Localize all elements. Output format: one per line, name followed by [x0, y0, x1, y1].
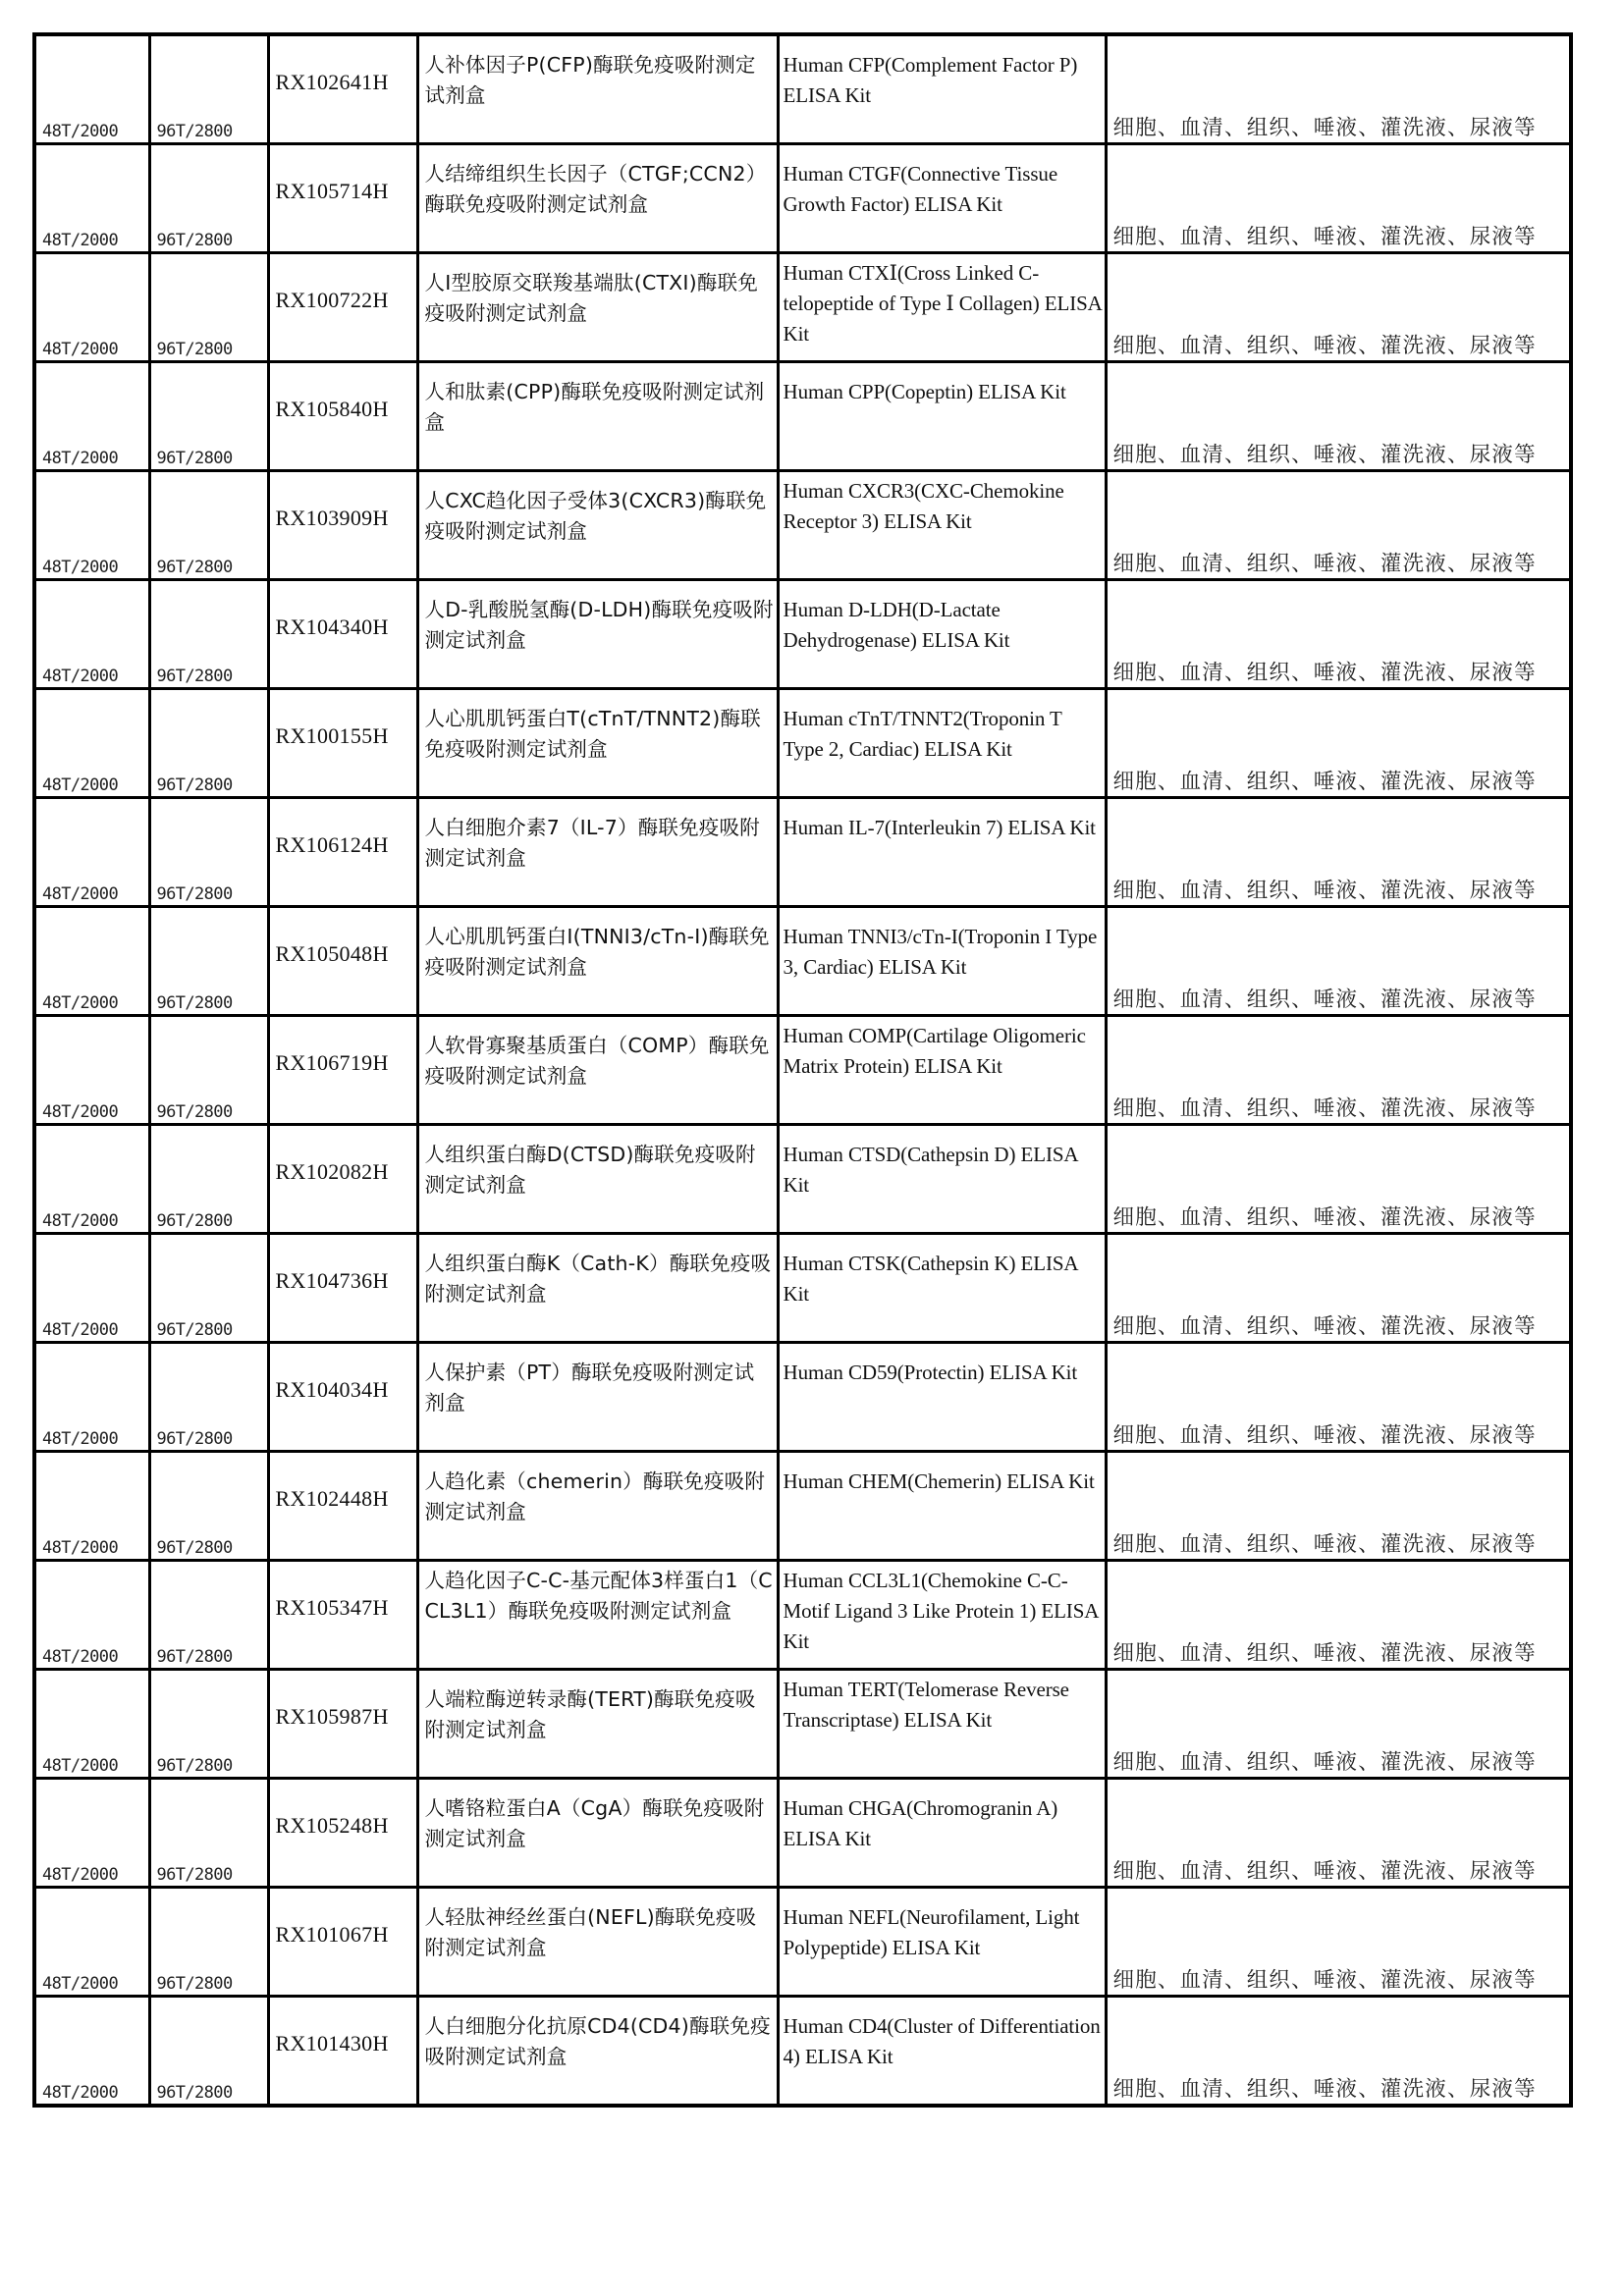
table-row	[34, 1997, 1571, 2107]
product-name-english: Human CHEM(Chemerin) ELISA Kit	[783, 1469, 1095, 1493]
english-name-cell	[778, 1561, 1106, 1670]
table-row	[34, 1125, 1571, 1234]
sample-types: 细胞、血清、组织、唾液、灌洗液、尿液等	[1112, 1968, 1537, 1993]
price-96t-cell	[149, 798, 268, 907]
sample-types: 细胞、血清、组织、唾液、灌洗液、尿液等	[1112, 334, 1537, 358]
product-table	[32, 32, 1573, 2108]
price-48t: 48T/2000	[42, 1211, 119, 1231]
catalog-number: RX101430H	[275, 2031, 389, 2056]
price-48t-cell	[34, 1561, 149, 1670]
price-96t: 96T/2800	[156, 340, 233, 359]
price-96t: 96T/2800	[156, 993, 233, 1013]
price-96t: 96T/2800	[156, 231, 233, 250]
catalog-number: RX101067H	[275, 1922, 389, 1947]
price-96t: 96T/2800	[156, 775, 233, 795]
sample-types: 细胞、血清、组织、唾液、灌洗液、尿液等	[1112, 443, 1537, 467]
catalog-number: RX102448H	[275, 1486, 389, 1511]
price-96t: 96T/2800	[156, 1320, 233, 1340]
product-name-chinese: 人补体因子P(CFP)酶联免疫吸附测定试剂盒	[424, 53, 756, 107]
english-name-cell	[778, 34, 1106, 144]
product-name-english: Human CTSD(Cathepsin D) ELISA Kit	[783, 1143, 1078, 1197]
sample-types-cell	[1106, 1561, 1571, 1670]
sample-types-cell	[1106, 1016, 1571, 1125]
chinese-name-cell	[417, 1452, 778, 1561]
table-row	[34, 907, 1571, 1016]
price-96t: 96T/2800	[156, 449, 233, 468]
catalog-number: RX100722H	[275, 288, 389, 312]
english-name-cell	[778, 1234, 1106, 1343]
product-name-english: Human CFP(Complement Factor P) ELISA Kit	[783, 53, 1078, 107]
price-48t: 48T/2000	[42, 2083, 119, 2103]
price-48t-cell	[34, 689, 149, 798]
sample-types: 细胞、血清、组织、唾液、灌洗液、尿液等	[1112, 661, 1537, 685]
chinese-name-cell	[417, 1125, 778, 1234]
catalog-number-cell	[268, 1670, 417, 1779]
chinese-name-cell	[417, 798, 778, 907]
catalog-number-cell	[268, 1997, 417, 2107]
catalog-number: RX105714H	[275, 179, 389, 203]
product-name-chinese: 人组织蛋白酶K（Cath-K）酶联免疫吸附测定试剂盒	[424, 1252, 772, 1306]
table-row	[34, 1670, 1571, 1779]
price-48t-cell	[34, 1016, 149, 1125]
price-48t-cell	[34, 907, 149, 1016]
price-48t: 48T/2000	[42, 340, 119, 359]
price-96t: 96T/2800	[156, 1756, 233, 1776]
sample-types: 细胞、血清、组织、唾液、灌洗液、尿液等	[1112, 552, 1537, 576]
catalog-number: RX104034H	[275, 1377, 389, 1402]
sample-types: 细胞、血清、组织、唾液、灌洗液、尿液等	[1112, 1096, 1537, 1121]
price-48t: 48T/2000	[42, 122, 119, 141]
catalog-number: RX103909H	[275, 506, 389, 530]
sample-types-cell	[1106, 1125, 1571, 1234]
price-96t: 96T/2800	[156, 1211, 233, 1231]
price-96t-cell	[149, 1779, 268, 1888]
price-48t: 48T/2000	[42, 1647, 119, 1667]
price-96t-cell	[149, 1670, 268, 1779]
product-name-english: Human CXCR3(CXC-Chemokine Receptor 3) ELISA Kit	[783, 479, 1064, 533]
price-48t-cell	[34, 1452, 149, 1561]
price-96t-cell	[149, 1561, 268, 1670]
price-48t-cell	[34, 1670, 149, 1779]
catalog-number: RX104736H	[275, 1268, 389, 1293]
catalog-number-cell	[268, 471, 417, 580]
english-name-cell	[778, 1452, 1106, 1561]
product-name-chinese: 人D-乳酸脱氢酶(D-LDH)酶联免疫吸附测定试剂盒	[424, 598, 774, 652]
chinese-name-cell	[417, 253, 778, 362]
chinese-name-cell	[417, 1016, 778, 1125]
price-48t: 48T/2000	[42, 1320, 119, 1340]
table-row	[34, 1888, 1571, 1997]
catalog-number-cell	[268, 689, 417, 798]
price-48t-cell	[34, 1234, 149, 1343]
price-96t: 96T/2800	[156, 667, 233, 686]
catalog-number-cell	[268, 1561, 417, 1670]
sample-types: 细胞、血清、组织、唾液、灌洗液、尿液等	[1112, 879, 1537, 903]
catalog-number: RX105840H	[275, 397, 389, 421]
table-row	[34, 362, 1571, 471]
price-96t-cell	[149, 1016, 268, 1125]
price-48t-cell	[34, 1125, 149, 1234]
catalog-number-cell	[268, 1888, 417, 1997]
price-48t-cell	[34, 1888, 149, 1997]
catalog-number-cell	[268, 1234, 417, 1343]
catalog-number: RX105248H	[275, 1813, 389, 1838]
english-name-cell	[778, 1125, 1106, 1234]
chinese-name-cell	[417, 1670, 778, 1779]
price-96t-cell	[149, 144, 268, 253]
price-48t-cell	[34, 144, 149, 253]
sample-types-cell	[1106, 907, 1571, 1016]
price-48t: 48T/2000	[42, 558, 119, 577]
price-96t-cell	[149, 253, 268, 362]
english-name-cell	[778, 689, 1106, 798]
sample-types: 细胞、血清、组织、唾液、灌洗液、尿液等	[1112, 2077, 1537, 2102]
table-row	[34, 253, 1571, 362]
chinese-name-cell	[417, 1561, 778, 1670]
table-row	[34, 471, 1571, 580]
table-row	[34, 1234, 1571, 1343]
catalog-number: RX100155H	[275, 723, 389, 748]
price-96t-cell	[149, 907, 268, 1016]
product-name-chinese: 人CXC趋化因子受体3(CXCR3)酶联免疫吸附测定试剂盒	[424, 489, 767, 543]
price-48t-cell	[34, 1779, 149, 1888]
catalog-number: RX102082H	[275, 1159, 389, 1184]
table-row	[34, 689, 1571, 798]
product-name-chinese: 人趋化素（chemerin）酶联免疫吸附测定试剂盒	[424, 1469, 766, 1523]
price-96t-cell	[149, 580, 268, 689]
sample-types: 细胞、血清、组织、唾液、灌洗液、尿液等	[1112, 1641, 1537, 1666]
catalog-number-cell	[268, 34, 417, 144]
table-row	[34, 1779, 1571, 1888]
product-name-chinese: 人保护素（PT）酶联免疫吸附测定试剂盒	[424, 1361, 755, 1415]
catalog-number-cell	[268, 1016, 417, 1125]
price-96t: 96T/2800	[156, 122, 233, 141]
chinese-name-cell	[417, 689, 778, 798]
product-name-english: Human NEFL(Neurofilament, Light Polypeptide) ELISA Kit	[783, 1905, 1080, 1959]
sample-types-cell	[1106, 1452, 1571, 1561]
sample-types-cell	[1106, 362, 1571, 471]
sample-types-cell	[1106, 1779, 1571, 1888]
table-row	[34, 1452, 1571, 1561]
price-48t: 48T/2000	[42, 667, 119, 686]
price-48t: 48T/2000	[42, 884, 119, 904]
catalog-number: RX102641H	[275, 70, 389, 94]
chinese-name-cell	[417, 1779, 778, 1888]
sample-types-cell	[1106, 1997, 1571, 2107]
product-name-chinese: 人趋化因子C-C-基元配体3样蛋白1（CCL3L1）酶联免疫吸附测定试剂盒	[424, 1569, 773, 1623]
chinese-name-cell	[417, 362, 778, 471]
catalog-number-cell	[268, 253, 417, 362]
price-48t: 48T/2000	[42, 1974, 119, 1994]
chinese-name-cell	[417, 1234, 778, 1343]
sample-types: 细胞、血清、组织、唾液、灌洗液、尿液等	[1112, 1423, 1537, 1448]
english-name-cell	[778, 1997, 1106, 2107]
price-48t-cell	[34, 253, 149, 362]
english-name-cell	[778, 253, 1106, 362]
sample-types: 细胞、血清、组织、唾液、灌洗液、尿液等	[1112, 770, 1537, 794]
catalog-number-cell	[268, 1452, 417, 1561]
table-row	[34, 1016, 1571, 1125]
product-name-chinese: 人端粒酶逆转录酶(TERT)酶联免疫吸附测定试剂盒	[424, 1687, 756, 1741]
product-name-chinese: 人组织蛋白酶D(CTSD)酶联免疫吸附测定试剂盒	[424, 1143, 756, 1197]
english-name-cell	[778, 798, 1106, 907]
sample-types: 细胞、血清、组织、唾液、灌洗液、尿液等	[1112, 1314, 1537, 1339]
english-name-cell	[778, 1343, 1106, 1452]
price-48t: 48T/2000	[42, 1756, 119, 1776]
sample-types-cell	[1106, 798, 1571, 907]
sample-types-cell	[1106, 1234, 1571, 1343]
sample-types: 细胞、血清、组织、唾液、灌洗液、尿液等	[1112, 1205, 1537, 1230]
product-name-chinese: 人心肌肌钙蛋白T(cTnT/TNNT2)酶联免疫吸附测定试剂盒	[424, 707, 761, 761]
table-row	[34, 1343, 1571, 1452]
price-48t: 48T/2000	[42, 1102, 119, 1122]
price-48t: 48T/2000	[42, 1429, 119, 1449]
sample-types-cell	[1106, 1670, 1571, 1779]
product-name-english: Human CD59(Protectin) ELISA Kit	[783, 1361, 1078, 1384]
catalog-number: RX105048H	[275, 941, 389, 966]
sample-types-cell	[1106, 471, 1571, 580]
price-96t-cell	[149, 362, 268, 471]
catalog-number: RX104340H	[275, 614, 389, 639]
catalog-number: RX106719H	[275, 1050, 389, 1075]
english-name-cell	[778, 362, 1106, 471]
price-96t: 96T/2800	[156, 1974, 233, 1994]
product-name-english: Human CTGF(Connective Tissue Growth Factor) ELISA Kit	[783, 162, 1058, 216]
english-name-cell	[778, 1888, 1106, 1997]
product-name-chinese: 人结缔组织生长因子（CTGF;CCN2）酶联免疫吸附测定试剂盒	[424, 162, 767, 216]
price-96t: 96T/2800	[156, 1538, 233, 1558]
price-96t: 96T/2800	[156, 1102, 233, 1122]
product-name-chinese: 人和肽素(CPP)酶联免疫吸附测定试剂盒	[424, 380, 765, 434]
sample-types: 细胞、血清、组织、唾液、灌洗液、尿液等	[1112, 1750, 1537, 1775]
sample-types: 细胞、血清、组织、唾液、灌洗液、尿液等	[1112, 1532, 1537, 1557]
chinese-name-cell	[417, 471, 778, 580]
product-name-chinese: 人嗜铬粒蛋白A（CgA）酶联免疫吸附测定试剂盒	[424, 1796, 765, 1850]
price-96t-cell	[149, 689, 268, 798]
sample-types-cell	[1106, 144, 1571, 253]
sample-types-cell	[1106, 689, 1571, 798]
english-name-cell	[778, 1670, 1106, 1779]
product-name-english: Human IL-7(Interleukin 7) ELISA Kit	[783, 816, 1096, 839]
catalog-number-cell	[268, 1779, 417, 1888]
english-name-cell	[778, 1016, 1106, 1125]
table-row	[34, 580, 1571, 689]
price-48t: 48T/2000	[42, 1865, 119, 1885]
english-name-cell	[778, 471, 1106, 580]
price-48t-cell	[34, 580, 149, 689]
product-name-chinese: 人软骨寡聚基质蛋白（COMP）酶联免疫吸附测定试剂盒	[424, 1034, 770, 1088]
english-name-cell	[778, 1779, 1106, 1888]
sample-types: 细胞、血清、组织、唾液、灌洗液、尿液等	[1112, 1859, 1537, 1884]
price-48t-cell	[34, 1997, 149, 2107]
price-96t: 96T/2800	[156, 558, 233, 577]
chinese-name-cell	[417, 144, 778, 253]
price-96t-cell	[149, 1125, 268, 1234]
product-name-english: Human CTSK(Cathepsin K) ELISA Kit	[783, 1252, 1078, 1306]
product-name-english: Human CHGA(Chromogranin A) ELISA Kit	[783, 1796, 1058, 1850]
sample-types-cell	[1106, 253, 1571, 362]
chinese-name-cell	[417, 34, 778, 144]
table-row	[34, 798, 1571, 907]
price-48t: 48T/2000	[42, 1538, 119, 1558]
english-name-cell	[778, 907, 1106, 1016]
product-name-english: Human D-LDH(D-Lactate Dehydrogenase) ELISA Kit	[783, 598, 1010, 652]
catalog-number: RX105347H	[275, 1595, 389, 1620]
product-name-chinese: 人Ⅰ型胶原交联羧基端肽(CTXⅠ)酶联免疫吸附测定试剂盒	[424, 271, 758, 325]
price-96t-cell	[149, 1343, 268, 1452]
price-96t: 96T/2800	[156, 1865, 233, 1885]
product-name-english: Human CPP(Copeptin) ELISA Kit	[783, 380, 1066, 403]
price-96t-cell	[149, 471, 268, 580]
product-name-english: Human TNNI3/cTn-I(Troponin I Type 3, Cardiac) ELISA Kit	[783, 925, 1098, 979]
price-48t-cell	[34, 798, 149, 907]
chinese-name-cell	[417, 1888, 778, 1997]
product-name-english: Human CCL3L1(Chemokine C-C-Motif Ligand 3 Like Protein 1) ELISA Kit	[783, 1569, 1099, 1653]
sample-types-cell	[1106, 1888, 1571, 1997]
sample-types: 细胞、血清、组织、唾液、灌洗液、尿液等	[1112, 116, 1537, 140]
catalog-number-cell	[268, 907, 417, 1016]
table-row	[34, 1561, 1571, 1670]
sample-types: 细胞、血清、组织、唾液、灌洗液、尿液等	[1112, 225, 1537, 249]
product-name-chinese: 人轻肽神经丝蛋白(NEFL)酶联免疫吸附测定试剂盒	[424, 1905, 757, 1959]
catalog-number-cell	[268, 580, 417, 689]
price-96t-cell	[149, 34, 268, 144]
catalog-number-cell	[268, 362, 417, 471]
sample-types-cell	[1106, 580, 1571, 689]
product-name-chinese: 人白细胞介素7（IL-7）酶联免疫吸附测定试剂盒	[424, 816, 760, 870]
english-name-cell	[778, 144, 1106, 253]
table-row	[34, 34, 1571, 144]
product-name-english: Human TERT(Telomerase Reverse Transcriptase) ELISA Kit	[783, 1678, 1069, 1732]
price-48t-cell	[34, 1343, 149, 1452]
sample-types-cell	[1106, 34, 1571, 144]
chinese-name-cell	[417, 1343, 778, 1452]
price-96t: 96T/2800	[156, 1647, 233, 1667]
catalog-number: RX106124H	[275, 832, 389, 857]
price-48t: 48T/2000	[42, 449, 119, 468]
price-96t: 96T/2800	[156, 1429, 233, 1449]
price-96t: 96T/2800	[156, 884, 233, 904]
catalog-number-cell	[268, 144, 417, 253]
price-96t-cell	[149, 1997, 268, 2107]
price-96t-cell	[149, 1452, 268, 1561]
product-name-english: Human CD4(Cluster of Differentiation 4) ELISA Kit	[783, 2014, 1101, 2068]
product-name-english: Human cTnT/TNNT2(Troponin T Type 2, Cardiac) ELISA Kit	[783, 707, 1062, 761]
price-96t-cell	[149, 1234, 268, 1343]
price-96t: 96T/2800	[156, 2083, 233, 2103]
table-row	[34, 144, 1571, 253]
chinese-name-cell	[417, 907, 778, 1016]
catalog-number-cell	[268, 798, 417, 907]
chinese-name-cell	[417, 1997, 778, 2107]
product-name-chinese: 人白细胞分化抗原CD4(CD4)酶联免疫吸附测定试剂盒	[424, 2014, 771, 2068]
sample-types-cell	[1106, 1343, 1571, 1452]
product-name-chinese: 人心肌肌钙蛋白I(TNNI3/cTn-I)酶联免疫吸附测定试剂盒	[424, 925, 770, 979]
price-48t: 48T/2000	[42, 775, 119, 795]
price-48t-cell	[34, 34, 149, 144]
table-body	[34, 34, 1571, 2106]
catalog-number-cell	[268, 1343, 417, 1452]
product-name-english: Human COMP(Cartilage Oligomeric Matrix Protein) ELISA Kit	[783, 1024, 1086, 1078]
english-name-cell	[778, 580, 1106, 689]
price-48t: 48T/2000	[42, 993, 119, 1013]
price-48t-cell	[34, 471, 149, 580]
price-48t: 48T/2000	[42, 231, 119, 250]
price-96t-cell	[149, 1888, 268, 1997]
sample-types: 细胞、血清、组织、唾液、灌洗液、尿液等	[1112, 988, 1537, 1012]
chinese-name-cell	[417, 580, 778, 689]
catalog-number: RX105987H	[275, 1704, 389, 1729]
price-48t-cell	[34, 362, 149, 471]
catalog-number-cell	[268, 1125, 417, 1234]
product-name-english: Human CTXⅠ(Cross Linked C-telopeptide of Type Ⅰ Collagen) ELISA Kit	[783, 261, 1102, 346]
